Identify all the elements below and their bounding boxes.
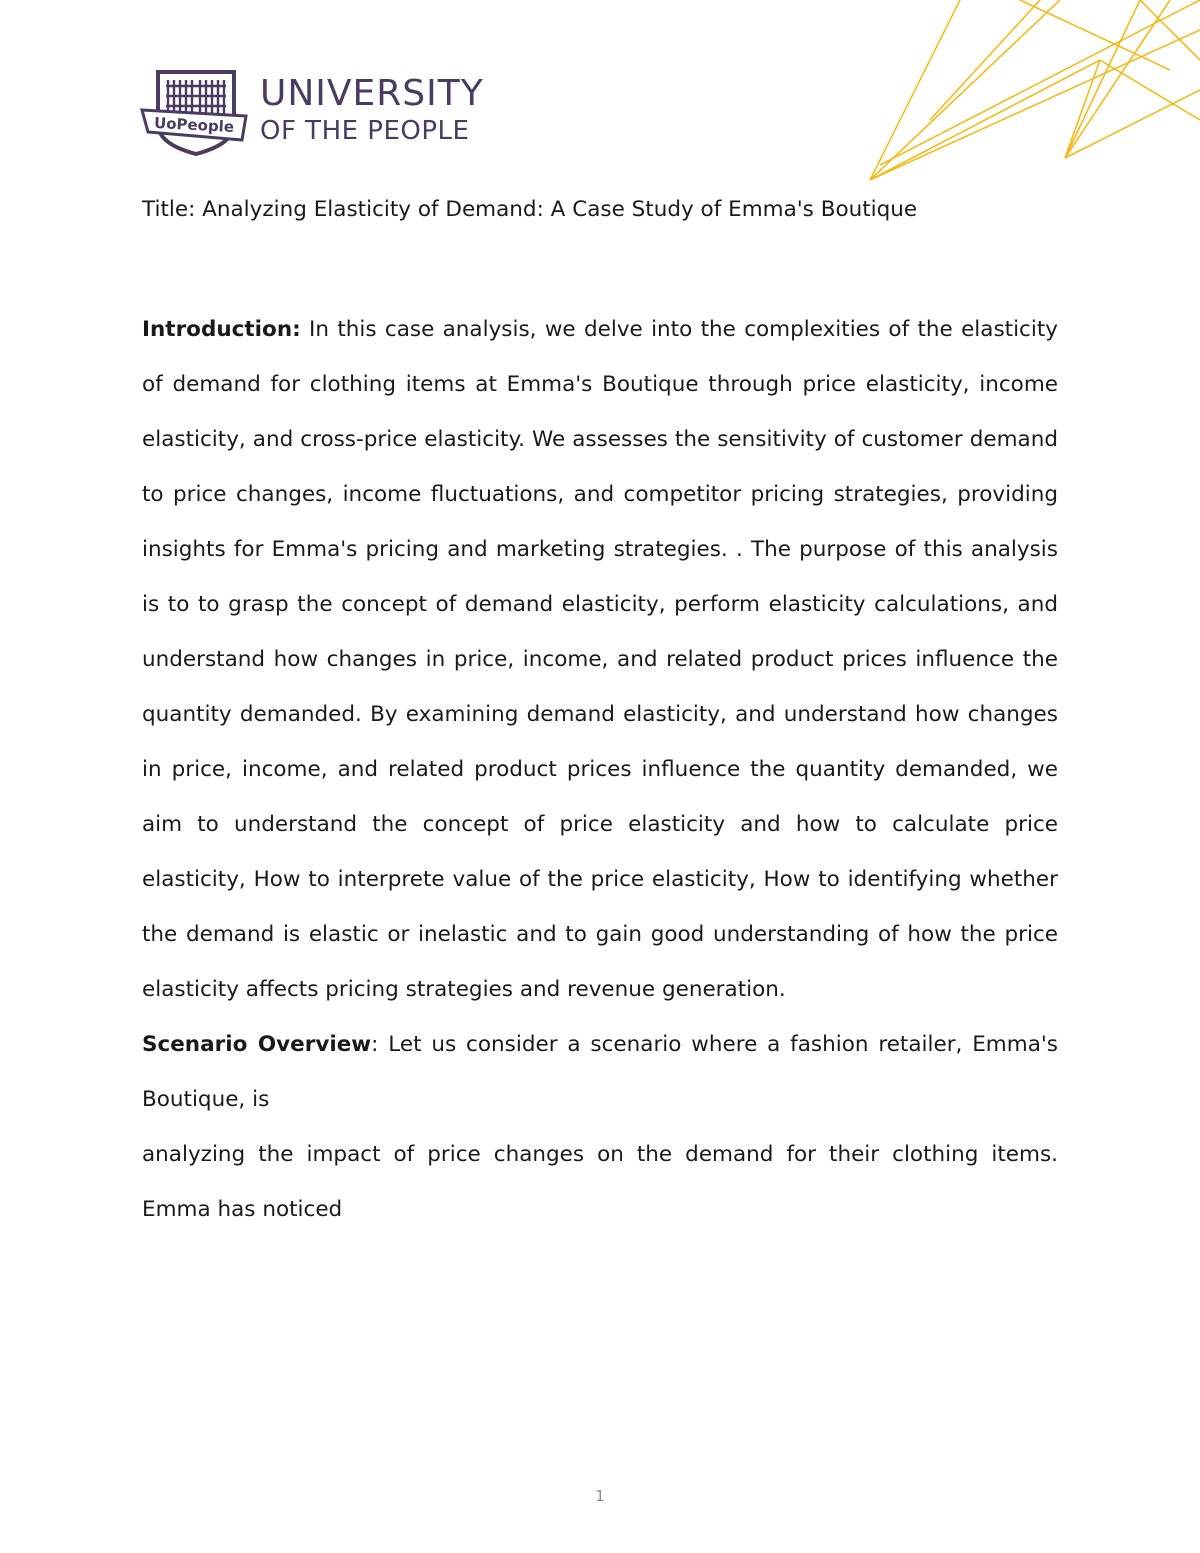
gold-line-decoration xyxy=(840,0,1200,200)
introduction-label: Introduction: xyxy=(142,317,301,342)
scenario-paragraph-continued xyxy=(142,1127,1058,1237)
scenario-text-1: : Let us consider a scenario where a fashion retailer, Emma's Boutique, is xyxy=(142,1032,1058,1112)
introduction-text: In this case analysis, we delve into the complexities of the elasticity of demand for clothing items at Emma's Boutique through price elasticity, income elasticity, and cross-price elasticity. We assesses the sensitivity of customer demand to price changes, income fluctuations, and competitor pricing strategies, providing insights for Emma's pricing and marketing strategies. . The purpose of this analysis is to to grasp the concept of demand elasticity, perform elasticity calculations, and understand how changes in price, income, and related product prices influence the quantity demanded. By examining demand elasticity, and understand how changes in price, income, and related product prices influence the quantity demanded, we aim to understand the concept of price elasticity and how to calculate price elasticity, How to interprete value of the price elasticity, How to identifying whether the demand is elastic or inelastic and to gain good understanding of how the price elasticity affects pricing strategies and revenue generation. xyxy=(142,317,1058,1002)
document-body xyxy=(142,302,1058,1237)
university-name xyxy=(260,73,484,146)
logo-badge-text: UoPeople xyxy=(153,113,235,137)
introduction-paragraph xyxy=(142,302,1058,1017)
scenario-label: Scenario Overview xyxy=(142,1032,372,1057)
scenario-text-2: analyzing the impact of price changes on the demand for their clothing items. Emma has noticed xyxy=(142,1142,1058,1222)
scenario-paragraph xyxy=(142,1017,1058,1127)
page-number: 1 xyxy=(595,1487,605,1505)
university-name-line2: OF THE PEOPLE xyxy=(260,116,470,146)
document-title: Title: Analyzing Elasticity of Demand: A Case Study of Emma's Boutique xyxy=(142,197,918,222)
university-name-line1: UNIVERSITY xyxy=(260,73,484,114)
university-logo xyxy=(140,66,500,160)
university-crest-icon xyxy=(140,66,252,158)
